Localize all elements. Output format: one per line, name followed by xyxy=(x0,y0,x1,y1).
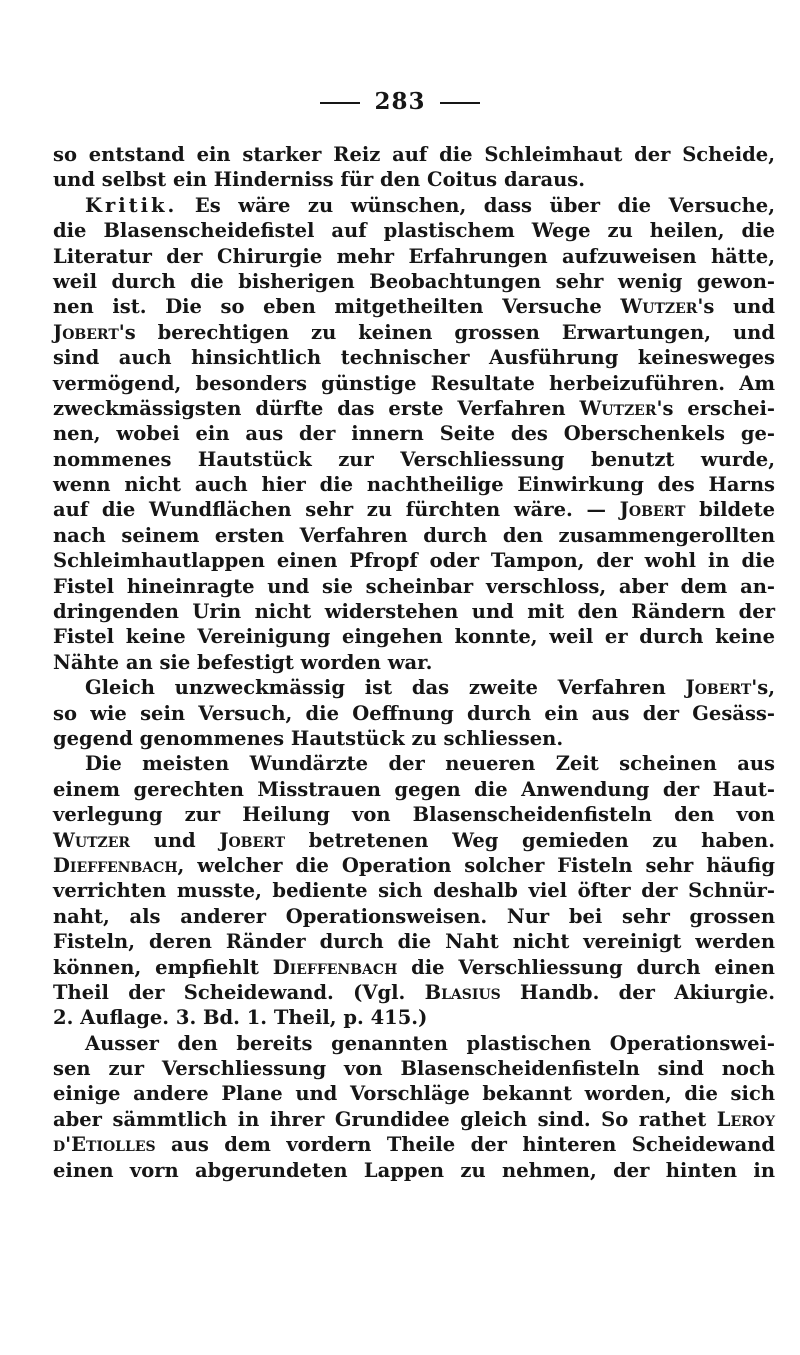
text-line: dringenden Urin nicht widerstehen und mit den Rändern der xyxy=(53,600,775,624)
text-line: Wutzer und Jobert betretenen Weg gemieden zu haben. xyxy=(53,828,775,852)
author-name: Jobert xyxy=(219,828,285,852)
text-line: die Blasenscheidefistel auf plastischem Wege zu heilen, die xyxy=(53,219,775,243)
text-line: einige andere Plane und Vorschläge bekannt worden, die sich xyxy=(53,1082,775,1106)
text-line: naht, als anderer Operationsweisen. Nur bei sehr grossen xyxy=(53,904,775,928)
text-line: Die meisten Wundärzte der neueren Zeit scheinen aus xyxy=(85,752,775,776)
text-line: können, empfiehlt Dieffenbach die Verschliessung durch einen xyxy=(53,955,775,979)
text-line: Fisteln, deren Ränder durch die Naht nicht vereinigt werden xyxy=(53,930,775,954)
text-line: nach seinem ersten Verfahren durch den zusammengerollten xyxy=(53,523,775,547)
text-line: Theil der Scheidewand. (Vgl. Blasius Handb. der Akiurgie. xyxy=(53,980,775,1004)
author-name: Leroy xyxy=(716,1107,775,1131)
author-name: Dieffenbach xyxy=(272,955,398,979)
text-line: einen vorn abgerundeten Lappen zu nehmen, der hinten in xyxy=(53,1158,775,1182)
text-line: Nähte an sie befestigt worden war. xyxy=(53,650,433,674)
author-name: Jobert xyxy=(685,676,752,700)
header-dash-left xyxy=(320,102,360,104)
text-line: gegend genommenes Hautstück zu schliessen. xyxy=(53,726,564,750)
header-dash-right xyxy=(440,102,480,104)
text-line: Dieffenbach, welcher die Operation solcher Fisteln sehr häufig xyxy=(53,853,775,877)
author-name: Jobert xyxy=(619,498,686,522)
author-name: Wutzer xyxy=(579,396,657,420)
text-line: Fistel hineinragte und sie scheinbar verschloss, aber dem an- xyxy=(53,574,775,598)
text-line: Literatur der Chirurgie mehr Erfahrungen aufzuweisen hätte, xyxy=(53,244,775,268)
text-line: vermögend, besonders günstige Resultate herbeizuführen. Am xyxy=(53,371,775,395)
author-name: Wutzer xyxy=(620,295,698,319)
text-line: Schleimhautlappen einen Pfropf oder Tampon, der wohl in die xyxy=(53,549,775,573)
text-line: Kritik. Es wäre zu wünschen, dass über die Versuche, xyxy=(85,193,775,217)
text-line: d'Etiolles aus dem vordern Theile der hinteren Scheidewand xyxy=(53,1133,775,1157)
text-line: verlegung zur Heilung von Blasenscheidenfisteln den von xyxy=(53,803,775,827)
text-line: aber sämmtlich in ihrer Grundidee gleich sind. So rathet Leroy xyxy=(53,1107,775,1131)
author-name: Wutzer xyxy=(53,828,131,852)
text-line: zweckmässigsten dürfte das erste Verfahren Wutzer's erschei- xyxy=(53,396,775,420)
text-line: auf die Wundflächen sehr zu fürchten wäre. — Jobert bildete xyxy=(53,498,775,522)
text-line: einem gerechten Misstrauen gegen die Anwendung der Haut- xyxy=(53,777,775,801)
text-line: so wie sein Versuch, die Oeffnung durch ein aus der Gesäss- xyxy=(53,701,775,725)
text-line: und selbst ein Hinderniss für den Coitus daraus. xyxy=(53,168,586,192)
text-line: so entstand ein starker Reiz auf die Schleimhaut der Scheide, xyxy=(53,143,775,166)
text-line: nen, wobei ein aus der innern Seite des Oberschenkels ge- xyxy=(53,422,775,446)
author-name: d'Etiolles xyxy=(53,1133,156,1157)
text-line: nen ist. Die so eben mitgetheilten Versuche Wutzer's und xyxy=(53,295,775,319)
page-header xyxy=(0,88,800,115)
author-name: Jobert xyxy=(53,320,119,344)
text-line: sen zur Verschliessung von Blasenscheidenfisteln sind noch xyxy=(53,1057,775,1081)
text-line: Ausser den bereits genannten plastischen Operationswei- xyxy=(85,1031,775,1055)
section-label: Kritik. xyxy=(85,193,178,217)
text-line: sind auch hinsichtlich technischer Ausführung keinesweges xyxy=(53,346,775,370)
body-text xyxy=(53,142,775,1183)
author-name: Blasius xyxy=(424,980,501,1004)
author-name: Dieffenbach xyxy=(53,853,178,877)
text-line: weil durch die bisherigen Beobachtungen sehr wenig gewon- xyxy=(53,269,775,293)
text-line: 2. Auflage. 3. Bd. 1. Theil, p. 415.) xyxy=(53,1006,428,1030)
text-line: Fistel keine Vereinigung eingehen konnte, weil er durch keine xyxy=(53,625,775,649)
text-line: wenn nicht auch hier die nachtheilige Einwirkung des Harns xyxy=(53,473,775,497)
text-line: verrichten musste, bediente sich deshalb viel öfter der Schnür- xyxy=(53,879,775,903)
text-line: Gleich unzweckmässig ist das zweite Verfahren Jobert's, xyxy=(85,676,775,700)
text-line: Jobert's berechtigen zu keinen grossen Erwartungen, und xyxy=(53,320,775,344)
page-number: 283 xyxy=(374,88,426,115)
text-line: nommenes Hautstück zur Verschliessung benutzt wurde, xyxy=(53,447,775,471)
